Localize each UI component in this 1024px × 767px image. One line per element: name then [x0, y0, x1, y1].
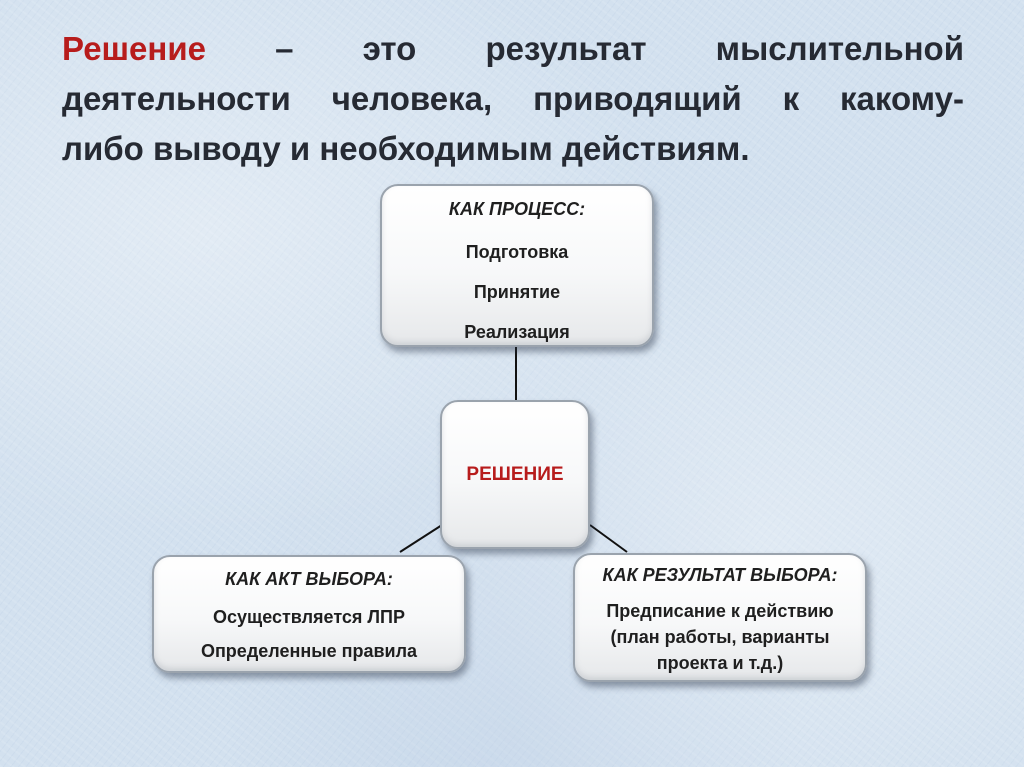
- result-item-line-2: (план работы, варианты: [610, 627, 830, 647]
- definition-line-3: либо выводу и необходимым действиям.: [62, 130, 750, 167]
- result-of-choice-box: [573, 553, 867, 682]
- definition-line-1-rest: – это результат мыслительной: [275, 30, 964, 67]
- decision-center-label: РЕШЕНИЕ: [466, 463, 564, 485]
- result-item-line-3: проекта и т.д.): [656, 653, 784, 673]
- process-item-implementation: Реализация: [464, 322, 570, 342]
- act-item-decision-maker: Осуществляется ЛПР: [212, 607, 405, 627]
- act-of-choice-box: [152, 555, 466, 673]
- process-item-adoption: Принятие: [473, 282, 561, 302]
- connector-center-to-act: [400, 525, 442, 552]
- connector-center-to-result: [590, 525, 627, 552]
- process-item-preparation: Подготовка: [465, 242, 569, 262]
- result-item-line-1: Предписание к действию: [606, 601, 834, 621]
- process-title: КАК ПРОЦЕСС:: [448, 199, 586, 219]
- decision-center-box: [440, 400, 590, 549]
- definition-line-2: деятельности человека, приводящий к какому-: [62, 80, 964, 117]
- definition-term: Решение: [62, 30, 206, 67]
- result-title: КАК РЕЗУЛЬТАТ ВЫБОРА:: [602, 565, 838, 585]
- act-title: КАК АКТ ВЫБОРА:: [225, 569, 393, 589]
- process-box: [380, 184, 654, 347]
- act-item-rules: Определенные правила: [200, 641, 418, 661]
